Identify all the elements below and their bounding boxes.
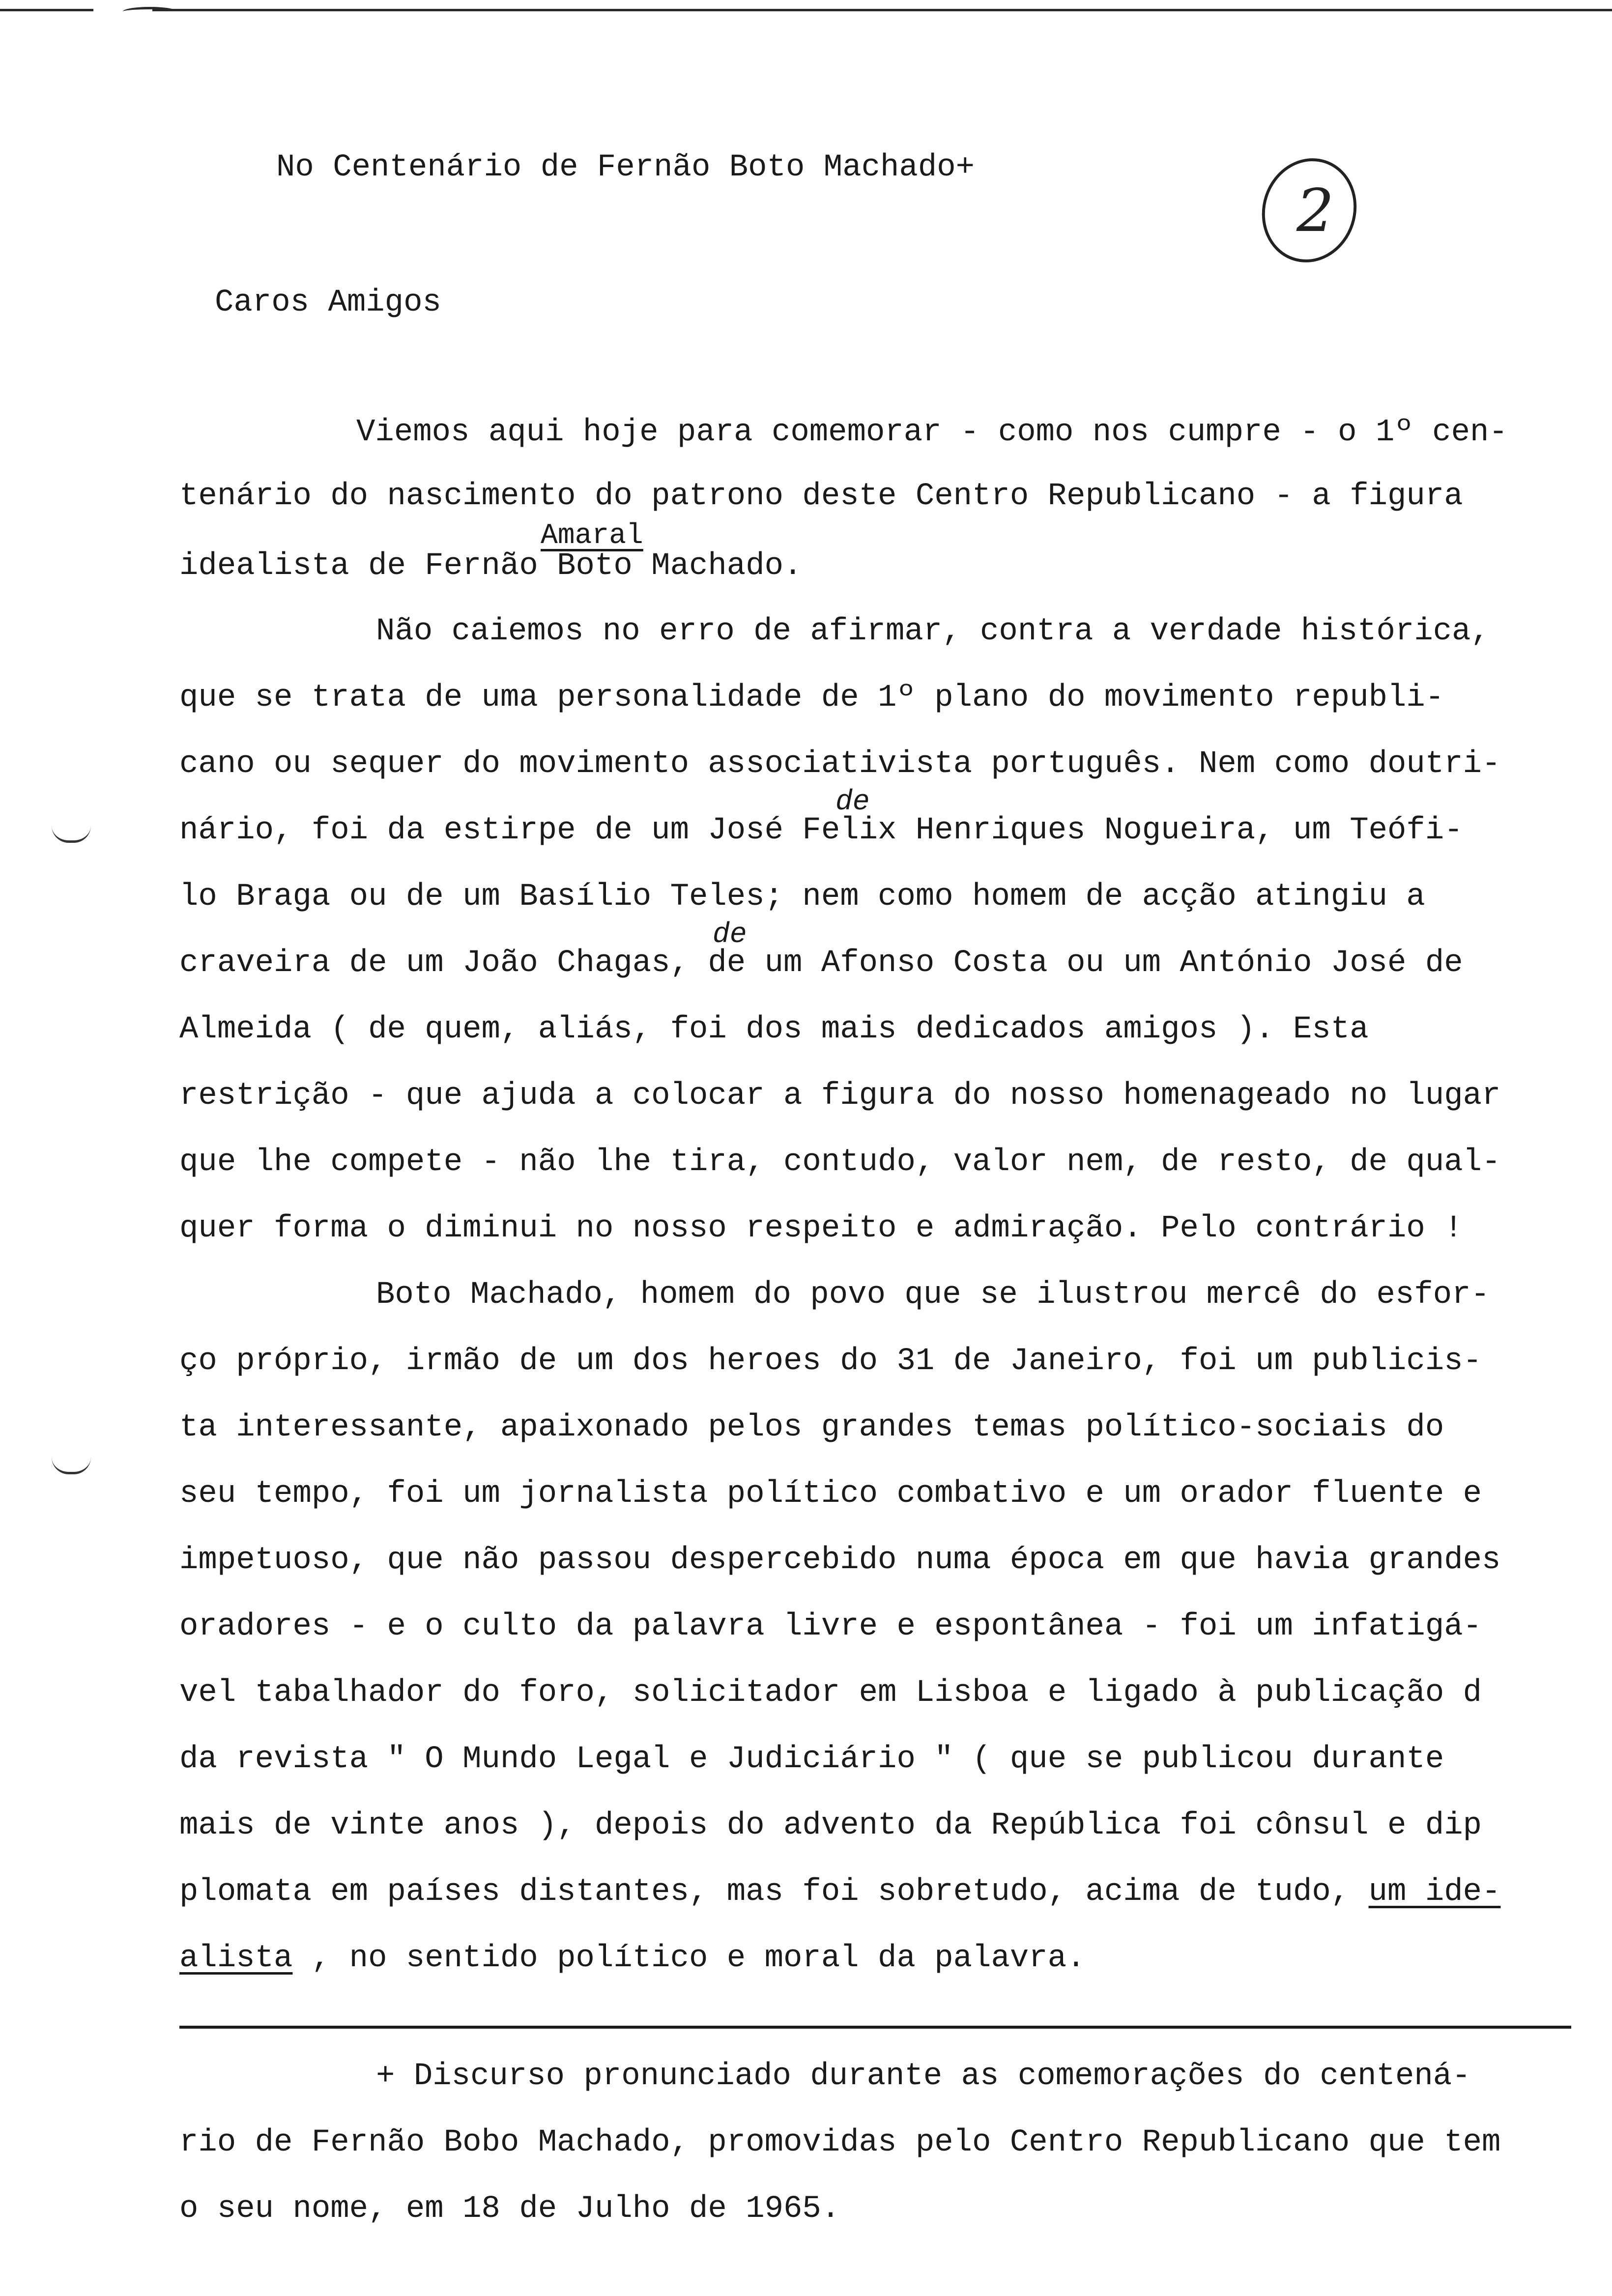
- text-line: idealista de Fernão Boto Machado.: [179, 548, 803, 584]
- handwritten-insert: Amaral: [541, 520, 643, 552]
- text-line: da revista " O Mundo Legal e Judiciário " ( que se publicou durante: [179, 1742, 1444, 1777]
- text-line-rest: , no sentido político e moral da palavra.: [292, 1941, 1086, 1976]
- text-line: impetuoso, que não passou despercebido numa época em que havia grandes: [179, 1543, 1501, 1578]
- text-line: ço próprio, irmão de um dos heroes do 31 de Janeiro, foi um publicis-: [179, 1344, 1482, 1379]
- text-line: cano ou sequer do movimento associativista português. Nem como doutri-: [179, 746, 1501, 782]
- handwritten-insert: de: [835, 786, 870, 818]
- footnote-line: + Discurso pronunciado durante as comemorações do centená-: [376, 2059, 1471, 2094]
- text-line: Almeida ( de quem, aliás, foi dos mais dedicados amigos ). Esta: [179, 1012, 1369, 1047]
- handwritten-page-number: [1254, 152, 1362, 265]
- footnote-divider: [179, 2026, 1571, 2029]
- document-title: No Centenário de Fernão Boto Machado+: [276, 150, 975, 185]
- salutation: Caros Amigos: [215, 285, 441, 320]
- text-line: lo Braga ou de um Basílio Teles; nem como homem de acção atingiu a: [179, 879, 1425, 915]
- text-line: [179, 1939, 1086, 1978]
- text-line: Não caiemos no erro de afirmar, contra a verdade histórica,: [376, 614, 1490, 649]
- text-line: vel tabalhador do foro, solicitador em Lisboa e ligado à publicação d: [179, 1675, 1482, 1711]
- text-line: que se trata de uma personalidade de 1º plano do movimento republi-: [179, 680, 1444, 716]
- text-line-start: plomata em países distantes, mas foi sobretudo, acima de tudo,: [179, 1874, 1350, 1910]
- underlined-phrase: alista: [179, 1941, 293, 1976]
- top-edge-scribble: [123, 7, 177, 16]
- handwritten-insert: de: [713, 919, 747, 951]
- punch-hole-mark: [52, 1457, 91, 1474]
- punch-hole-mark: [52, 826, 91, 843]
- text-line: restrição - que ajuda a colocar a figura do nosso homenageado no lugar: [179, 1078, 1501, 1114]
- text-line: [179, 1872, 1500, 1912]
- text-line: nário, foi da estirpe de um José Felix Henriques Nogueira, um Teófi-: [179, 813, 1463, 848]
- page-number-text: 2: [1296, 177, 1334, 245]
- footnote-line: rio de Fernão Bobo Machado, promovidas pelo Centro Republicano que tem: [179, 2125, 1501, 2160]
- text-line: oradores - e o culto da palavra livre e espontânea - foi um infatigá-: [179, 1609, 1482, 1644]
- text-line: seu tempo, foi um jornalista político combativo e um orador fluente e: [179, 1476, 1482, 1512]
- text-line: Viemos aqui hoje para comemorar - como nos cumpre - o 1º cen-: [356, 415, 1508, 450]
- text-line: mais de vinte anos ), depois do advento da República foi cônsul e dip: [179, 1808, 1482, 1843]
- text-line: ta interessante, apaixonado pelos grandes temas político-sociais do: [179, 1410, 1444, 1445]
- text-line: tenário do nascimento do patrono deste Centro Republicano - a figura: [179, 479, 1463, 514]
- text-line: que lhe compete - não lhe tira, contudo, valor nem, de resto, de qual-: [179, 1145, 1501, 1180]
- text-line: Boto Machado, homem do povo que se ilustrou mercê do esfor-: [376, 1277, 1490, 1313]
- top-edge-line: [0, 9, 1612, 11]
- underlined-phrase: um ide-: [1368, 1874, 1501, 1910]
- text-line: craveira de um João Chagas, de um Afonso Costa ou um António José de: [179, 946, 1463, 981]
- text-line: quer forma o diminui no nosso respeito e admiração. Pelo contrário !: [179, 1211, 1463, 1246]
- footnote-line: o seu nome, em 18 de Julho de 1965.: [179, 2191, 840, 2227]
